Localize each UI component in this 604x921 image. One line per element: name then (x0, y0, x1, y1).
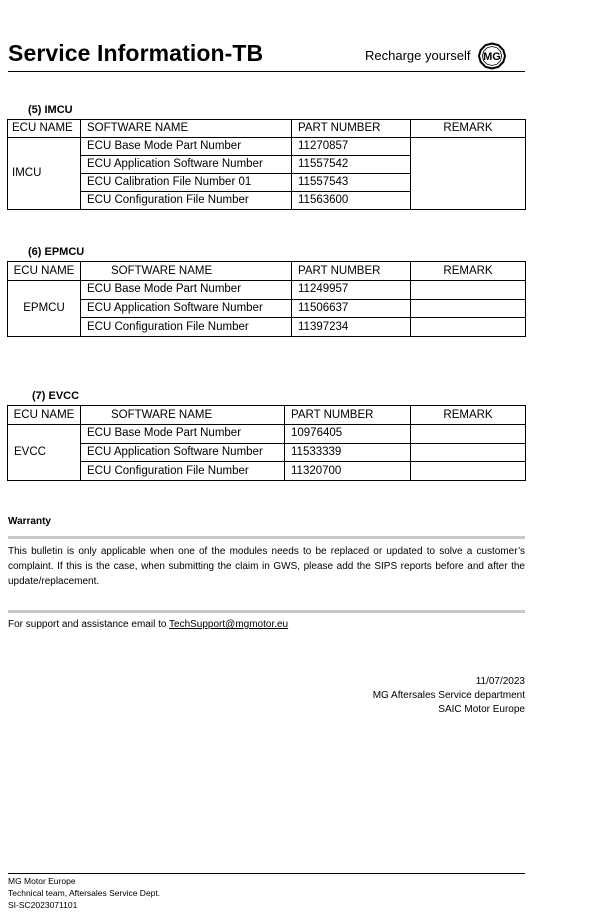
part-number-cell: 11320700 (285, 462, 411, 481)
remark-cell (411, 318, 526, 337)
col-header-remark: REMARK (411, 406, 526, 425)
col-header-software-name: SOFTWARE NAME (81, 120, 292, 138)
col-header-ecu-name: ECU NAME (8, 406, 81, 425)
footer-rule (8, 873, 525, 874)
col-header-ecu-name: ECU NAME (8, 262, 81, 281)
table-row (8, 425, 526, 444)
part-number-cell: 11397234 (292, 318, 411, 337)
remark-cell (411, 299, 526, 318)
remark-cell (411, 281, 526, 300)
signature-date: 11/07/2023 (475, 676, 525, 687)
col-header-remark: REMARK (411, 120, 526, 138)
remark-cell (411, 443, 526, 462)
col-header-remark: REMARK (411, 262, 526, 281)
part-number-cell: 10976405 (285, 425, 411, 444)
part-number-cell: 11533339 (285, 443, 411, 462)
ecu-name-cell: EPMCU (8, 281, 81, 337)
table-row (8, 281, 526, 300)
section-title-imcu: (5) IMCU (28, 104, 73, 116)
support-email-link[interactable]: TechSupport@mgmotor.eu (169, 619, 289, 630)
col-header-part-number: PART NUMBER (285, 406, 411, 425)
support-rule (8, 610, 525, 613)
footer-doc-id: SI-SC2023071101 (8, 900, 78, 910)
mg-logo-icon (478, 42, 506, 70)
software-name-cell: ECU Base Mode Part Number (81, 281, 292, 300)
tagline: Recharge yourself (365, 48, 471, 63)
remark-cell (411, 425, 526, 444)
col-header-software-name: SOFTWARE NAME (81, 262, 292, 281)
part-number-cell: 11249957 (292, 281, 411, 300)
table-imcu (7, 119, 526, 210)
remark-cell (411, 138, 526, 210)
warranty-rule (8, 536, 525, 539)
signature-company: SAIC Motor Europe (438, 704, 525, 715)
software-name-cell: ECU Configuration File Number (81, 192, 292, 210)
ecu-name-cell: EVCC (8, 425, 81, 481)
remark-cell (411, 462, 526, 481)
header-rule (8, 71, 525, 72)
signature-department: MG Aftersales Service department (372, 690, 525, 701)
warranty-text: This bulletin is only applicable when one of the modules needs to be replaced or updated to solve a customer’s complaint. If this is the case, when submitting the claim in GWS, please add the SIPS reports before and after the update/replacement. (8, 546, 525, 587)
table-row (8, 318, 526, 337)
table-row (8, 299, 526, 318)
page-title: Service Information-TB (8, 40, 264, 66)
software-name-cell: ECU Calibration File Number 01 (81, 174, 292, 192)
part-number-cell: 11557543 (292, 174, 411, 192)
table-row (8, 138, 526, 156)
col-header-part-number: PART NUMBER (292, 262, 411, 281)
table-row (8, 443, 526, 462)
table-epmcu (7, 261, 526, 337)
footer-company: MG Motor Europe (8, 876, 76, 886)
part-number-cell: 11563600 (292, 192, 411, 210)
table-evcc (7, 405, 526, 481)
col-header-part-number: PART NUMBER (292, 120, 411, 138)
software-name-cell: ECU Base Mode Part Number (81, 425, 285, 444)
col-header-software-name: SOFTWARE NAME (81, 406, 285, 425)
support-line (8, 619, 288, 630)
section-title-evcc: (7) EVCC (32, 390, 80, 402)
part-number-cell: 11506637 (292, 299, 411, 318)
section-title-epmcu: (6) EPMCU (28, 246, 85, 258)
software-name-cell: ECU Configuration File Number (81, 462, 285, 481)
table-row (8, 462, 526, 481)
support-text: For support and assistance email to (8, 619, 170, 630)
ecu-name-cell: IMCU (8, 138, 81, 210)
software-name-cell: ECU Application Software Number (81, 443, 285, 462)
part-number-cell: 11270857 (292, 138, 411, 156)
software-name-cell: ECU Base Mode Part Number (81, 138, 292, 156)
col-header-ecu-name: ECU NAME (8, 120, 81, 138)
part-number-cell: 11557542 (292, 156, 411, 174)
software-name-cell: ECU Configuration File Number (81, 318, 292, 337)
svg-text:MG: MG (483, 51, 501, 64)
software-name-cell: ECU Application Software Number (81, 156, 292, 174)
software-name-cell: ECU Application Software Number (81, 299, 292, 318)
warranty-heading: Warranty (8, 516, 51, 527)
footer-team: Technical team, Aftersales Service Dept. (8, 888, 161, 898)
